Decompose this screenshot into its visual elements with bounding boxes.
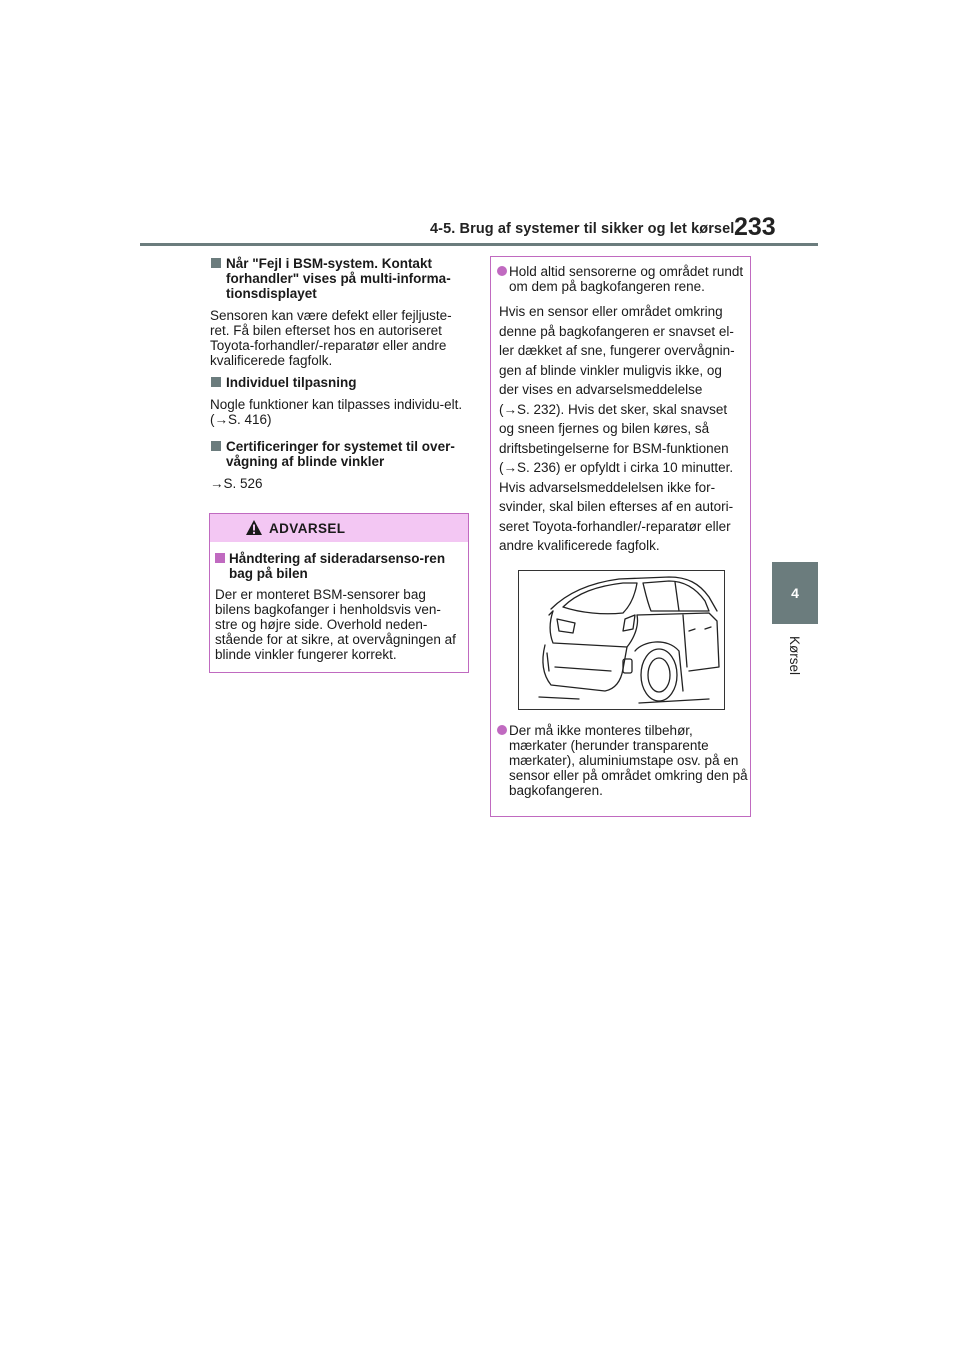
- warning-heading-text: Håndtering af sideradarsenso-ren bag på bilen: [229, 551, 446, 581]
- bullet-keep-clean: [491, 264, 750, 294]
- chapter-label: [772, 630, 818, 680]
- para-line: Hvis en sensor eller området omkring: [499, 304, 723, 319]
- heading-customization-text: Individuel tilpasning: [226, 375, 357, 390]
- chapter-tab[interactable]: 4: [772, 562, 818, 624]
- dirty-sensor-paragraph: [499, 302, 750, 556]
- car-rear-illustration: [518, 570, 725, 710]
- square-bullet-icon: [211, 441, 221, 451]
- para-line: driftsbetingelserne for BSM-funktionen: [499, 440, 729, 456]
- left-column: [210, 256, 470, 498]
- para-line: gen af blinde vinkler muligvis ikke, og: [499, 362, 722, 378]
- para-line: andre kvalificerede fagfolk.: [499, 538, 660, 553]
- square-bullet-icon: [211, 258, 221, 268]
- square-bullet-icon: [211, 377, 221, 387]
- bullet-no-accessories: [491, 723, 750, 798]
- section-title: 4-5. Brug af systemer til sikker og let kørsel: [430, 221, 735, 237]
- para-line: (→S. 236) er opfyldt i cirka 10 minutter.: [499, 460, 734, 475]
- square-bullet-icon: [215, 553, 225, 563]
- bullet-no-accessories-text: Der må ikke monteres tilbehør, mærkater (herunder transparente mærkater), aluminiumstape osv. på en sensor eller på området omkring den på bagkofangeren.: [509, 722, 748, 798]
- page-number: 233: [734, 213, 776, 241]
- heading-bsm-error: [210, 256, 470, 301]
- circle-bullet-icon: [497, 725, 507, 735]
- para-line: denne på bagkofangeren er snavset el-: [499, 323, 734, 339]
- heading-customization: [210, 375, 470, 390]
- para-line: ler dækket af sne, fungerer overvågnin-: [499, 343, 735, 358]
- body-certification: →S. 526: [210, 476, 263, 491]
- car-rear-drawing: [519, 571, 724, 709]
- heading-bsm-error-text: Når "Fejl i BSM-system. Kontakt forhandler" vises på multi-informa-tionsdisplayet: [226, 256, 451, 301]
- body-customization: Nogle funktioner kan tilpasses individu-elt. (→S. 416): [210, 397, 463, 427]
- warning-body: [210, 542, 468, 662]
- para-line: og sneen fjernes og bilen køres, så: [499, 421, 710, 436]
- para-line: seret Toyota-forhandler/-reparatør eller: [499, 518, 731, 534]
- para-line: der vises en advarselsmeddelelse: [499, 382, 703, 397]
- heading-certification-text: Certificeringer for systemet til over-vågning af blinde vinkler: [226, 439, 455, 469]
- circle-bullet-icon: [497, 266, 507, 276]
- warning-box: [209, 513, 469, 673]
- warning-text: Der er monteret BSM-sensorer bag bilens bagkofanger i henholdsvis ven-stre og højre side. Overhold neden-stående for at sikre, at overvågningen af blinde vinkler fungerer korrekt.: [215, 587, 456, 662]
- bullet-keep-clean-text: Hold altid sensorerne og området rundt om dem på bagkofangeren rene.: [509, 264, 744, 294]
- heading-certification: [210, 439, 470, 469]
- warning-title: ADVARSEL: [269, 521, 346, 536]
- header-rule: [140, 243, 818, 246]
- chapter-label-text: Kørsel: [787, 635, 803, 675]
- para-line: svinder, skal bilen efterses af en autori-: [499, 499, 734, 514]
- warning-heading: [215, 551, 463, 581]
- caution-box: [490, 256, 751, 817]
- body-bsm-error: Sensoren kan være defekt eller fejljuste-ret. Få bilen efterset hos en autoriseret Toyota-forhandler/-reparatør eller andre kvalificerede fagfolk.: [210, 308, 452, 368]
- warning-header: [210, 514, 468, 542]
- para-line: (→S. 232). Hvis det sker, skal snavset: [499, 401, 728, 417]
- warning-triangle-icon: [245, 519, 263, 536]
- para-line: Hvis advarselsmeddelelsen ikke for-: [499, 479, 716, 495]
